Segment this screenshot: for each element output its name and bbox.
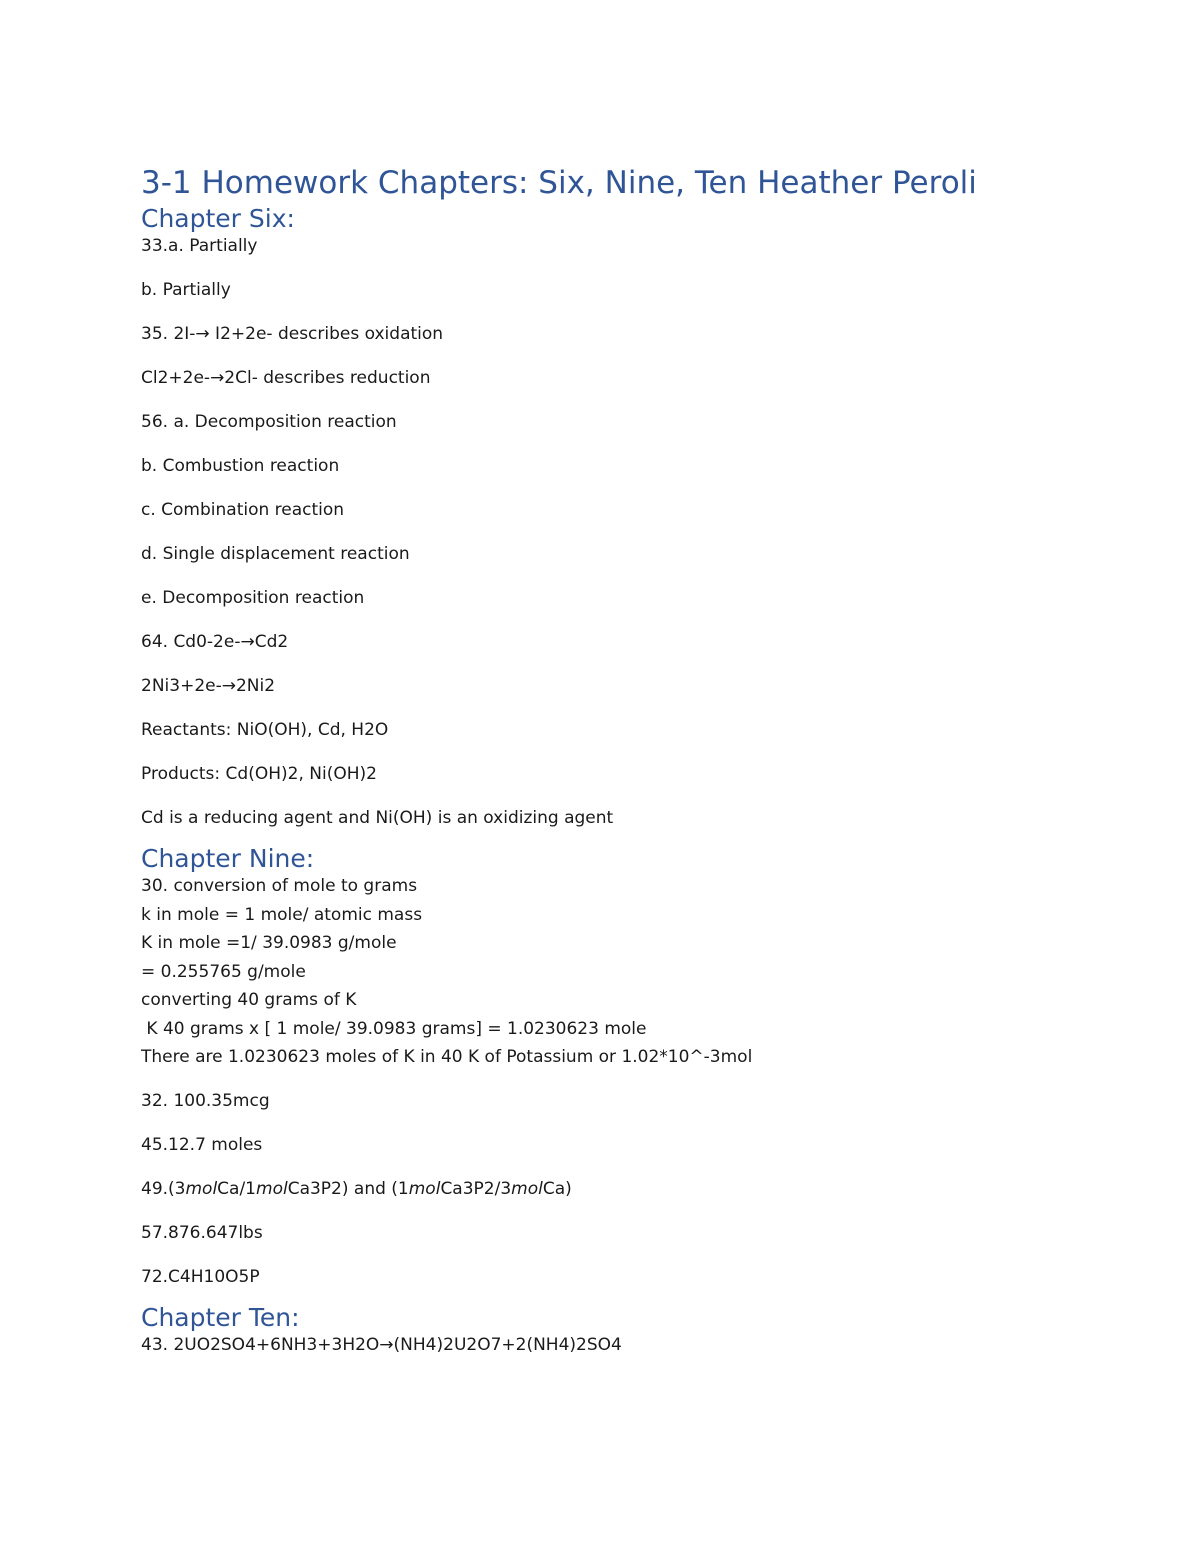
answer-line: 32. 100.35mcg bbox=[141, 1091, 270, 1111]
answer-line: e. Decomposition reaction bbox=[141, 588, 365, 608]
answer-line: 57.876.647lbs bbox=[141, 1223, 263, 1243]
unit-mol: mol bbox=[256, 1179, 288, 1199]
answer-line: 33.a. Partially bbox=[141, 236, 258, 256]
chapter-nine-heading: Chapter Nine: bbox=[141, 844, 315, 873]
text-run: Ca/1 bbox=[217, 1179, 257, 1199]
text-run: 49.(3 bbox=[141, 1179, 186, 1199]
chapter-nine-answers bbox=[141, 875, 1101, 1288]
answer-line: 72.C4H10O5P bbox=[141, 1267, 260, 1287]
answer-line: converting 40 grams of K bbox=[141, 990, 357, 1010]
answer-line: c. Combination reaction bbox=[141, 500, 345, 520]
answer-line: = 0.255765 g/mole bbox=[141, 961, 306, 982]
answer-line: K 40 grams x [ 1 mole/ 39.0983 grams] = 1.0230623 mole bbox=[141, 1018, 647, 1039]
chapter-six-heading: Chapter Six: bbox=[141, 204, 295, 233]
chapter-ten-heading: Chapter Ten: bbox=[141, 1303, 300, 1332]
answer-line: K in mole =1/ 39.0983 g/mole bbox=[141, 933, 397, 953]
answer-line: 56. a. Decomposition reaction bbox=[141, 412, 397, 432]
answer-line: b. Partially bbox=[141, 280, 231, 300]
text-run: Ca) bbox=[542, 1179, 572, 1199]
answer-line: Cl2+2e-→2Cl- describes reduction bbox=[141, 368, 431, 388]
unit-mol: mol bbox=[185, 1179, 218, 1199]
unit-mol: mol bbox=[511, 1179, 543, 1199]
answer-line: There are 1.0230623 moles of K in 40 K of Potassium or 1.02*10^-3mol bbox=[141, 1047, 753, 1067]
answer-line: 45.12.7 moles bbox=[141, 1135, 263, 1155]
answer-line: 64. Cd0-2e-→Cd2 bbox=[141, 632, 289, 652]
document-title: 3-1 Homework Chapters: Six, Nine, Ten Heather Peroli bbox=[141, 165, 977, 201]
answer-line: Reactants: NiO(OH), Cd, H2O bbox=[141, 720, 389, 740]
answer-line: 35. 2I-→ I2+2e- describes oxidation bbox=[141, 324, 444, 344]
unit-mol: mol bbox=[408, 1179, 441, 1199]
answer-line: b. Combustion reaction bbox=[141, 456, 340, 476]
text-run: Ca3P2/3 bbox=[440, 1179, 512, 1199]
answer-line: d. Single displacement reaction bbox=[141, 544, 410, 564]
answer-line: Products: Cd(OH)2, Ni(OH)2 bbox=[141, 764, 377, 784]
answer-line: 2Ni3+2e-→2Ni2 bbox=[141, 676, 276, 696]
answer-line: k in mole = 1 mole/ atomic mass bbox=[141, 904, 423, 925]
answer-line-49 bbox=[141, 1178, 1101, 1200]
chapter-six-answers bbox=[141, 235, 1101, 829]
answer-line: 30. conversion of mole to grams bbox=[141, 876, 418, 896]
text-run: Ca3P2) and (1 bbox=[287, 1179, 409, 1199]
answer-line: 43. 2UO2SO4+6NH3+3H2O→(NH4)2U2O7+2(NH4)2SO4 bbox=[141, 1335, 622, 1355]
chapter-ten-answers bbox=[141, 1334, 1101, 1356]
answer-line: Cd is a reducing agent and Ni(OH) is an oxidizing agent bbox=[141, 808, 614, 828]
document-page bbox=[141, 163, 1101, 1356]
